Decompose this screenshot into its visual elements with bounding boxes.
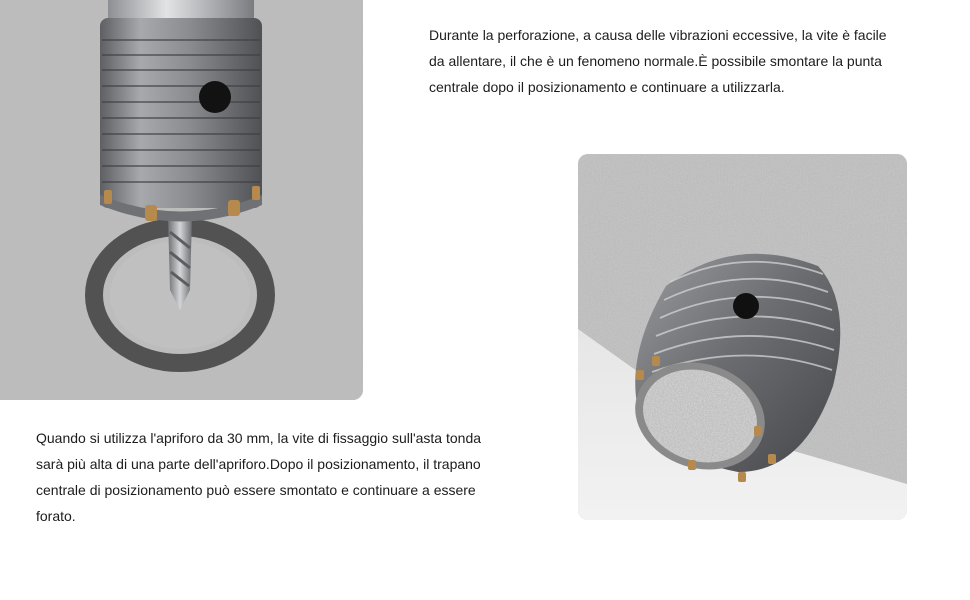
core-cut-illustration bbox=[578, 154, 907, 520]
caption-positioning-note: Quando si utilizza l'apriforo da 30 mm, la vite di fissaggio sull'asta tonda sarà più alta di una parte dell'apriforo.Dopo il posizionamento, il trapano centrale di posizionamento può essere smontato e continuare a essere forato. bbox=[36, 430, 482, 524]
caption-vibration-note: Durante la perforazione, a causa delle vibrazioni eccessive, la vite è facile da allentare, il che è un fenomeno normale.È possibile smontare la punta centrale dopo il posizionamento e continuare a utilizzarla. bbox=[429, 27, 887, 95]
product-photo-core-cut bbox=[578, 154, 907, 520]
product-photo-drilling bbox=[0, 0, 363, 400]
drilling-illustration bbox=[0, 0, 363, 400]
